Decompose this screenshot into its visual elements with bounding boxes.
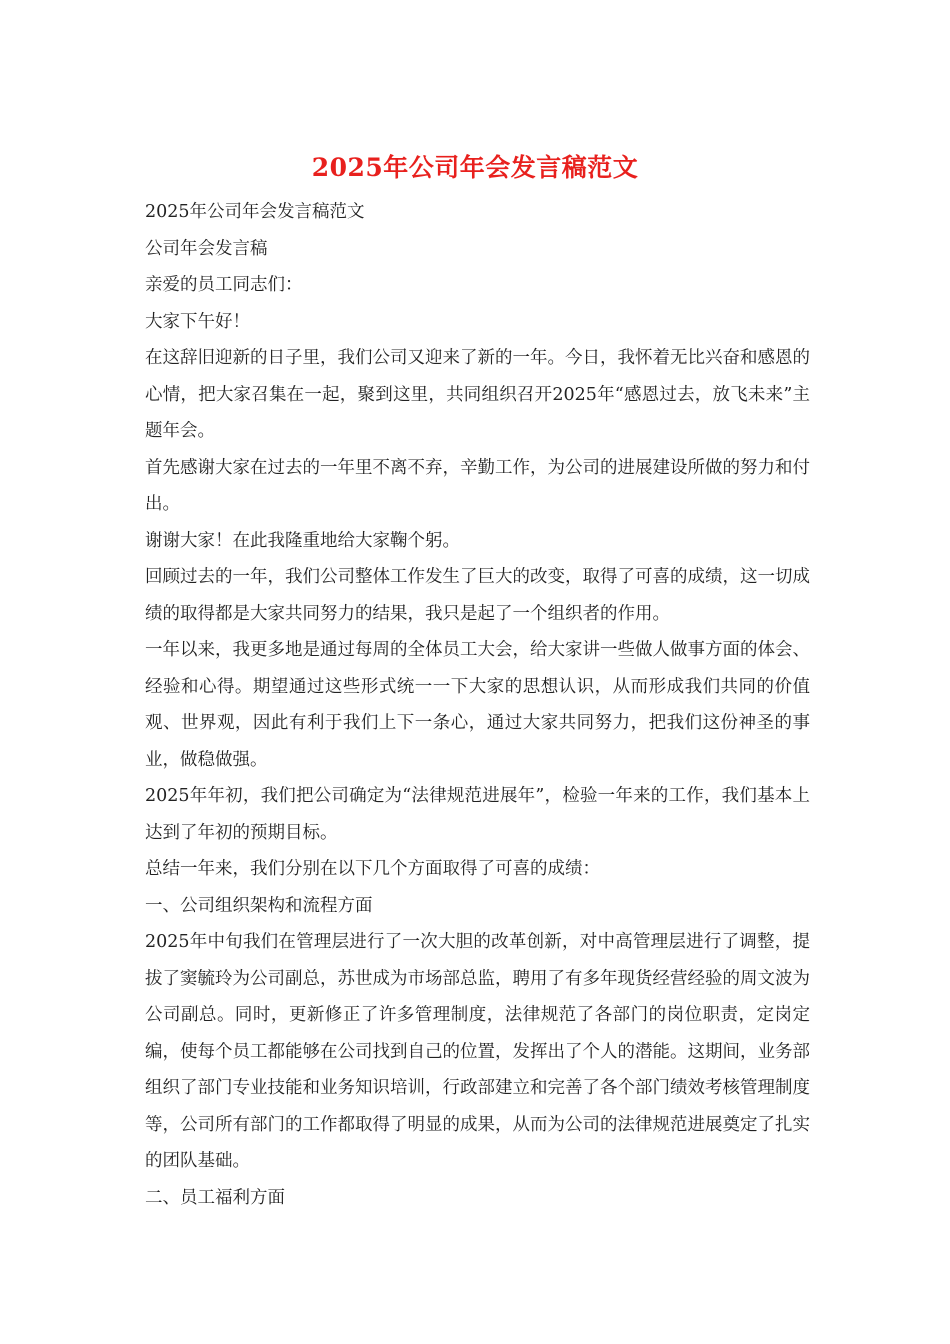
paragraph-salutation: 亲爱的员工同志们： (145, 275, 303, 295)
section-heading-organization: 一、公司组织架构和流程方面 (145, 895, 373, 916)
paragraph-organization: 2025年中旬我们在管理层进行了一次大胆的改革创新，对中高管理层进行了调整，提拔了窦毓玲为公司副总，苏世成为市场部总监，聘用了有多年现货经营经验的周文波为公司副总。同时，更新修正了许多管理制度，法律规范了各部门的岗位职责，定岗定编，使每个员工都能够在公司找到自己的位置，发挥出了个人的潜能。这期间，业务部组织了部门专业技能和业务知识培训，行政部建立和完善了各个部门绩效考核管理制度等，公司所有部门的工作都取得了明显的成果，从而为公司的法律规范进展奠定了扎实的团队基础。 (145, 932, 810, 1171)
paragraph-goal: 2025年年初，我们把公司确定为“法律规范进展年”，检验一年来的工作，我们基本上达到了年初的预期目标。 (145, 786, 810, 843)
paragraph-review: 回顾过去的一年，我们公司整体工作发生了巨大的改变，取得了可喜的成绩，这一切成绩的取得都是大家共同努力的结果，我只是起了一个组织者的作用。 (145, 567, 810, 624)
paragraph-bow: 谢谢大家！在此我隆重地给大家鞠个躬。 (145, 530, 460, 551)
paragraph-subtitle: 2025年公司年会发言稿范文 (145, 202, 365, 222)
document-title: 2025年公司年会发言稿范文 (311, 153, 639, 182)
paragraph-thanks: 首先感谢大家在过去的一年里不离不弃，辛勤工作，为公司的进展建设所做的努力和付出。 (145, 457, 810, 514)
paragraph-opening: 在这辞旧迎新的日子里，我们公司又迎来了新的一年。今日，我怀着无比兴奋和感恩的心情，把大家召集在一起，聚到这里，共同组织召开2025年“感恩过去，放飞未来”主题年会。 (145, 348, 810, 441)
document-body (145, 194, 810, 1216)
paragraph-year-summary: 一年以来，我更多地是通过每周的全体员工大会，给大家讲一些做人做事方面的体会、经验和心得。期望通过这些形式统一一下大家的思想认识，从而形成我们共同的价值观、世界观，因此有利于我们上下一条心，通过大家共同努力，把我们这份神圣的事业，做稳做强。 (145, 640, 810, 770)
paragraph-achievements-intro: 总结一年来，我们分别在以下几个方面取得了可喜的成绩： (145, 859, 600, 879)
paragraph-heading: 公司年会发言稿 (145, 238, 268, 259)
paragraph-greeting: 大家下午好！ (145, 311, 250, 332)
section-heading-welfare: 二、员工福利方面 (145, 1187, 285, 1208)
